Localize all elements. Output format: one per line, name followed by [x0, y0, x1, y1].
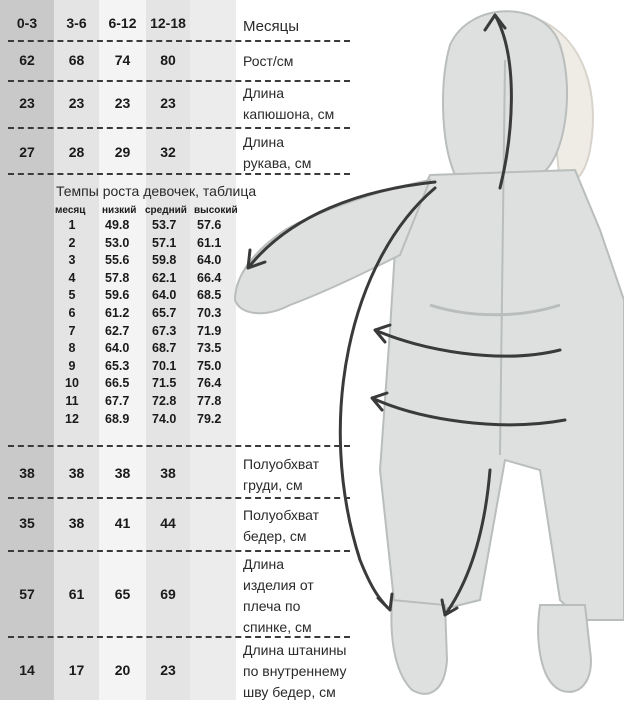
growth-mid: 59.8	[152, 253, 177, 268]
right-foot-icon	[538, 605, 591, 692]
growth-mid: 71.5	[152, 376, 177, 391]
size-cell: 38	[114, 465, 131, 481]
divider	[8, 127, 350, 129]
size-cell: 44	[160, 515, 176, 531]
growth-high: 70.3	[197, 306, 222, 320]
growth-row	[0, 288, 250, 306]
growth-header-low: низкий	[102, 205, 137, 216]
growth-low: 59.6	[105, 288, 130, 303]
growth-month: 11	[65, 394, 79, 408]
growth-low: 68.9	[105, 411, 130, 426]
growth-low: 55.6	[105, 253, 130, 268]
size-cell: 61	[68, 586, 85, 602]
growth-mid: 53.7	[152, 218, 177, 232]
growth-row	[0, 376, 250, 394]
row-label-inseam: Длина штанины по внутреннему шву бедер, см	[243, 642, 347, 700]
size-cell: 27	[19, 144, 35, 160]
size-0-3: 0-3	[16, 15, 38, 31]
growth-month: 8	[68, 341, 76, 356]
row-label-hips: Полуобхват бедер, см	[243, 507, 320, 544]
growth-high: 79.2	[197, 411, 222, 426]
growth-high: 76.4	[197, 376, 222, 391]
growth-mid: 70.1	[152, 358, 177, 373]
size-cell: 74	[114, 52, 131, 68]
growth-low: 57.8	[105, 270, 130, 285]
size-12-18: 12-18	[150, 15, 186, 31]
size-cell: 35	[19, 515, 35, 531]
size-cell: 38	[19, 465, 35, 481]
growth-row	[0, 359, 250, 377]
row-label-sleeve: Длина рукава, см	[243, 134, 312, 171]
divider	[8, 173, 350, 175]
growth-high: 61.1	[197, 235, 222, 250]
growth-mid: 68.7	[152, 341, 177, 356]
growth-mid: 74.0	[152, 411, 177, 426]
divider	[8, 636, 350, 638]
divider	[8, 40, 350, 42]
growth-month: 6	[68, 306, 76, 320]
row-label-chest: Полуобхват груди, см	[243, 456, 320, 493]
size-3-6: 3-6	[66, 15, 87, 31]
size-cell: 23	[160, 662, 176, 678]
growth-month: 12	[65, 411, 79, 426]
growth-high: 68.5	[197, 288, 222, 303]
growth-row	[0, 236, 250, 254]
row-label-hood: Длина капюшона, см	[243, 85, 335, 122]
divider	[8, 445, 350, 447]
size-cell: 20	[114, 662, 131, 678]
size-cell: 38	[68, 465, 85, 481]
growth-high: 71.9	[197, 323, 222, 338]
size-cell: 29	[114, 144, 131, 160]
growth-low: 53.0	[105, 235, 130, 250]
growth-low: 61.2	[105, 306, 130, 320]
size-cell: 23	[68, 95, 85, 111]
growth-month: 9	[68, 358, 76, 373]
growth-mid: 67.3	[152, 323, 177, 338]
growth-header-month: месяц	[55, 205, 86, 216]
growth-row	[0, 324, 250, 342]
growth-high: 57.6	[197, 218, 222, 232]
growth-header-mid: средний	[145, 205, 187, 216]
divider	[8, 497, 350, 499]
left-foot-icon	[391, 600, 447, 694]
growth-high: 64.0	[197, 253, 222, 268]
growth-mid: 65.7	[152, 306, 177, 320]
size-cell: 32	[160, 144, 176, 160]
size-cell: 68	[68, 52, 85, 68]
growth-row	[0, 218, 250, 236]
growth-month: 3	[68, 253, 76, 268]
growth-high: 66.4	[197, 270, 222, 285]
growth-low: 64.0	[105, 341, 130, 356]
size-cell: 23	[19, 95, 35, 111]
growth-low: 65.3	[105, 358, 130, 373]
row-label-back-length: Длина изделия от плеча по спинке, см	[243, 556, 314, 635]
divider	[8, 80, 350, 82]
growth-row	[0, 271, 250, 289]
growth-low: 66.5	[105, 376, 130, 391]
growth-row	[0, 412, 250, 430]
growth-header-high: высокий	[194, 205, 238, 216]
growth-mid: 57.1	[152, 235, 177, 250]
growth-month: 10	[65, 376, 79, 391]
growth-month: 5	[68, 288, 76, 303]
row-label-height: Рост/см	[243, 53, 294, 69]
growth-mid: 64.0	[152, 288, 177, 303]
size-cell: 38	[160, 465, 176, 481]
growth-month: 4	[68, 270, 76, 285]
divider	[8, 550, 350, 552]
growth-low: 49.8	[105, 218, 130, 232]
size-cell: 23	[160, 95, 176, 111]
size-cell: 69	[160, 586, 176, 602]
growth-high: 73.5	[197, 341, 222, 356]
growth-row	[0, 341, 250, 359]
size-cell: 41	[114, 515, 131, 531]
size-cell: 62	[19, 52, 35, 68]
size-cell: 14	[19, 662, 35, 678]
growth-low: 62.7	[105, 323, 130, 338]
growth-month: 2	[68, 235, 76, 250]
growth-month: 7	[68, 323, 76, 338]
growth-high: 75.0	[197, 358, 222, 373]
size-cell: 57	[19, 586, 35, 602]
growth-mid: 62.1	[152, 270, 177, 285]
growth-table-title: Темпы роста девочек, таблица	[56, 183, 257, 199]
size-cell: 17	[68, 662, 85, 678]
growth-row	[0, 394, 250, 412]
growth-low: 67.7	[105, 394, 130, 408]
size-cell: 23	[114, 95, 131, 111]
growth-row	[0, 306, 250, 324]
size-cell: 38	[68, 515, 85, 531]
growth-high: 77.8	[197, 394, 222, 408]
months-label: Месяцы	[243, 18, 300, 35]
growth-mid: 72.8	[152, 394, 177, 408]
growth-row	[0, 253, 250, 271]
size-cell: 28	[68, 144, 85, 160]
growth-month: 1	[68, 218, 76, 232]
size-cell: 65	[114, 586, 131, 602]
size-6-12: 6-12	[108, 15, 137, 31]
size-cell: 80	[160, 52, 176, 68]
